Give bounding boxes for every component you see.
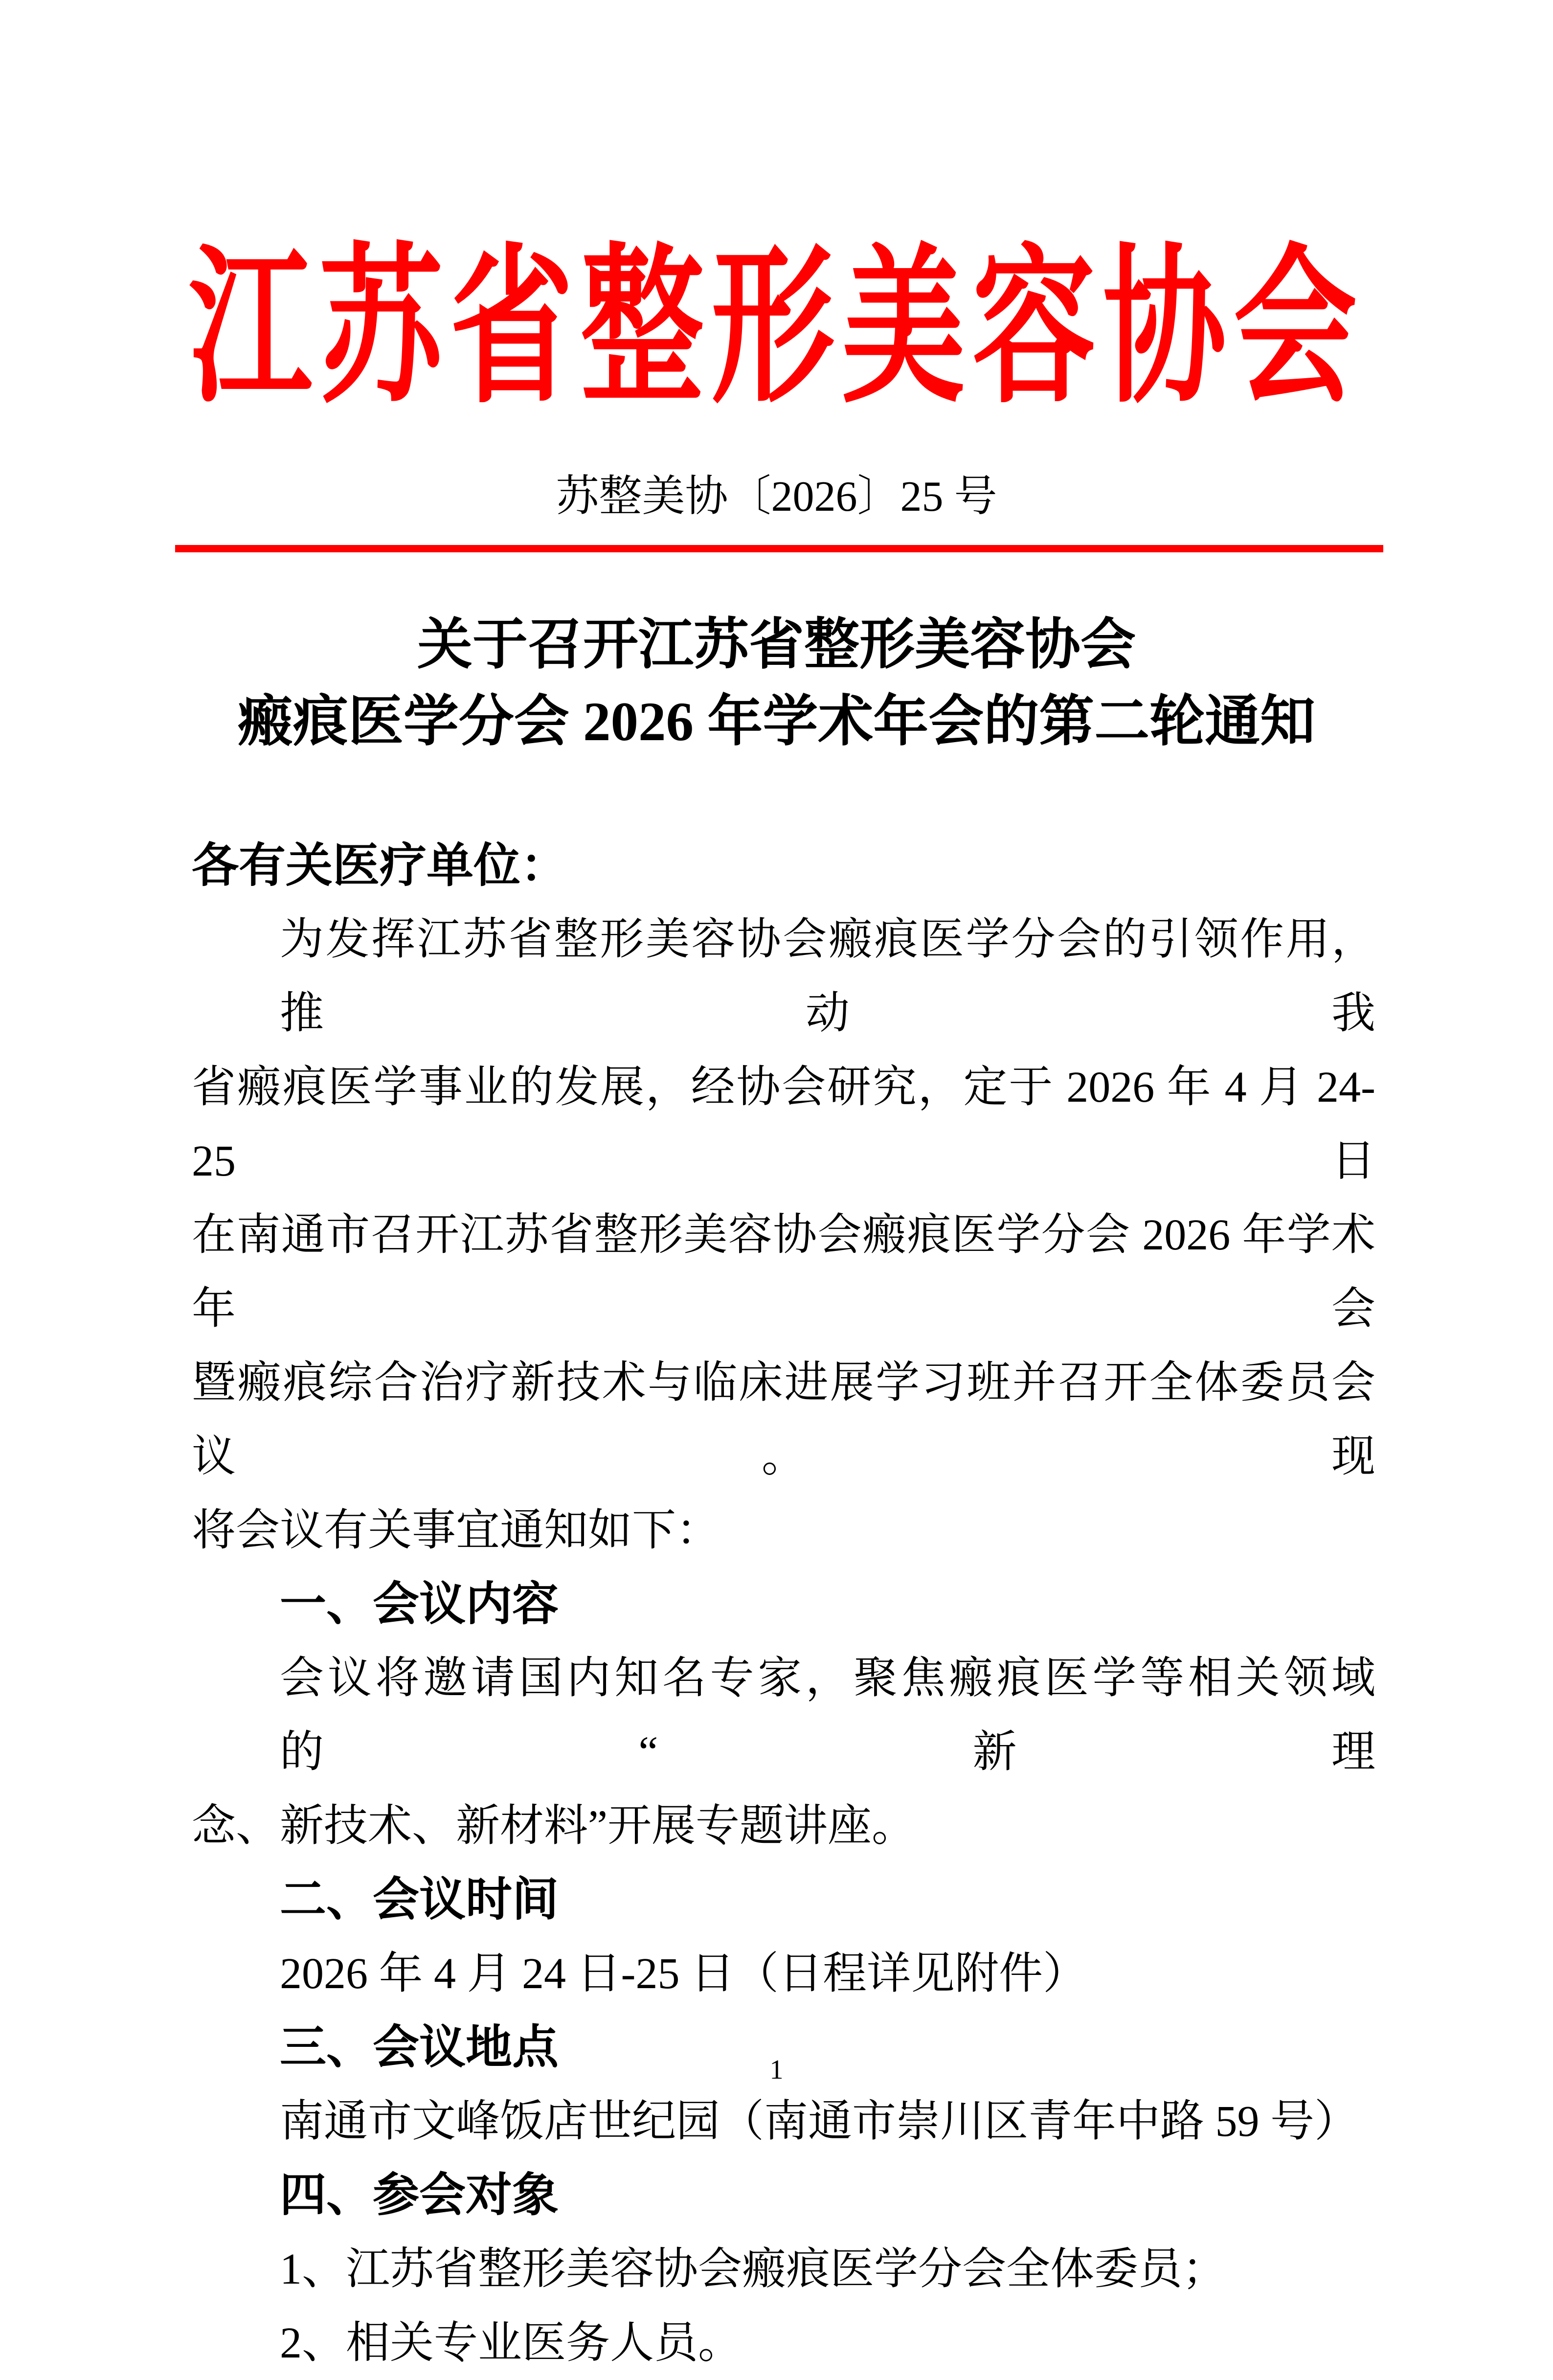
document-body — [192, 829, 1375, 2380]
letterhead-org-title: 江苏省整形美容协会 — [188, 234, 1364, 424]
body-line: 将会议有关事宜通知如下： — [192, 1506, 720, 1555]
body-line: 暨瘢痕综合治疗新技术与临床进展学习班并召开全体委员会议。现 — [192, 1359, 1375, 1481]
body-line: 为发挥江苏省整形美容协会瘢痕医学分会的引领作用，推动我 — [280, 915, 1375, 1038]
body-line: 念、新技术、新材料”开展专题讲座。 — [192, 1802, 916, 1850]
body-line: 省瘢痕医学事业的发展，经协会研究，定于 2026 年 4 月 24-25 日 — [192, 1063, 1375, 1185]
body-line: 在南通市召开江苏省整形美容协会瘢痕医学分会 2026 年学术年会 — [192, 1211, 1375, 1333]
section-heading-time: 二、会议时间 — [280, 1874, 559, 1926]
page-number: 1 — [769, 2055, 784, 2085]
body-line: 南通市文峰饭店世纪园（南通市崇川区青年中路 59 号） — [280, 2097, 1358, 2146]
document-title-line-1: 关于召开江苏省整形美容协会 — [417, 614, 1136, 676]
document-title-line-2: 瘢痕医学分会 2026 年学术年会的第二轮通知 — [237, 691, 1316, 752]
document-number: 苏整美协〔2026〕25 号 — [556, 473, 997, 521]
section-heading-content: 一、会议内容 — [280, 1578, 559, 1630]
addressee-line: 各有关医疗单位： — [192, 839, 567, 892]
body-line: 会议将邀请国内知名专家，聚焦瘢痕医学等相关领域的“新理 — [280, 1654, 1375, 1776]
section-heading-venue: 三、会议地点 — [280, 2021, 559, 2073]
red-divider-rule — [175, 545, 1383, 552]
body-line: 2026 年 4 月 24 日-25 日（日程详见附件） — [280, 1949, 1087, 1998]
body-line: 1、江苏省整形美容协会瘢痕医学分会全体委员； — [280, 2245, 1226, 2293]
document-title — [0, 607, 1553, 760]
body-line: 2、相关专业医务人员。 — [280, 2319, 742, 2367]
section-heading-attendees: 四、参会对象 — [280, 2169, 559, 2221]
